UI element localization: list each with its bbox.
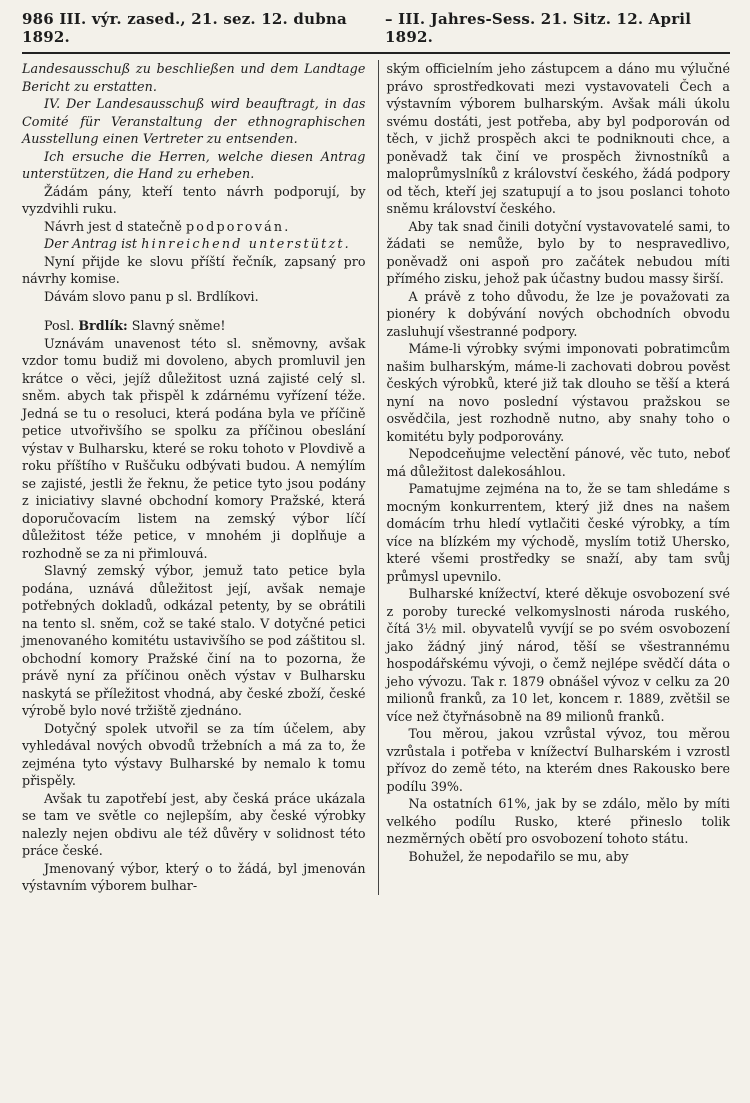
speech-paragraph: ským officielním jeho zástupcem a dáno mu výlučné právo sprostředkovati mezi vystavovateli Čech a výstavním výborem bulharským. Avšak máli úkolu svému dostáti, jest potřeba, aby byl podporován od těch, v jichž prospěch akci te podniknouti chce, a poněvadž tak činí ve prospěch živnostníků a maloprůmyslníků z království českého, žádá podpory od těch, kteří jej szatupují a to jsou poslanci tohoto sněmu království českého.	[386, 61, 730, 216]
speech-paragraph: Uznávám unavenost této sl. sněmovny, avšak vzdor tomu budiž mi dovoleno, abych promluvil jen krátce o věci, jejíž důležitost uzná zajisté celý sl. sněm. abych tak přispěl k zdárnému vyřízení téže. Jedná se tu o resoluci, která podána byla ve příčině petice utvořivšího se spolku za příčinou obeslání výstav v Bulharsku, které se roku tohoto v Plovdivě a roku příštího v Ruščuku odbývati budou. A nemýlím se zajisté, jestli že řeknu, že petice tyto jsou podány z iniciativy slavné obchodní komory Pražské, která doporučovacím listem na zemský výbor líčí důležitost téže petice, v mnohém ji doplňuje a rozhodně se za ni přimlouvá.	[22, 335, 366, 561]
speech-paragraph: Máme-li výrobky svými imponovati pobratimcům našim bulharským, máme-li zachovati dobrou pověst českých výrobků, které již tak dlouho se těší a která nyní na novo poslední výstavou pražskou se osvědčila, jest rozhodně nutno, aby snahy toho o komitétu byly podporovány.	[386, 341, 730, 444]
german-paragraph: IV. Der Landesausschuß wird beauftragt, in das Comité für Veranstaltung der ethnographischen Ausstellung einen Vertreter zu entsenden.	[22, 96, 366, 146]
motion-prefix-de: Der Antrag ist	[44, 236, 138, 251]
speaker-greeting: Slavný sněme!	[131, 318, 226, 333]
spacer	[22, 305, 366, 317]
czech-paragraph: Nyní přijde ke slovu příští řečník, zapsaný pro návrhy komise.	[22, 253, 366, 286]
speech-paragraph: Slavný zemský výbor, jemuž tato petice byla podána, uznává důležitost její, avšak nemaje potřebných dokladů, odkázal petenty, by se obrátili na tento sl. sněm, což se také stalo. V dotyčné petici jmenovaného komitétu ustavivšího se pod záštitou sl. obchodní komory Pražské činí na to pozorna, že právě nyní za příčinou oněch výstav v Bulharsku naskytá se příležitost vhodná, aby české zboží, české výrobě bylo nové tržiště zjednáno.	[22, 563, 366, 718]
czech-paragraph: Žádám pány, kteří tento návrh podporují, by vyzdvihli ruku.	[22, 183, 366, 216]
speech-paragraph: Na ostatních 61%, jak by se zdálo, mělo by míti velkého podílu Rusko, které přineslo tolik nezměrných obětí pro osvobození tohoto státu.	[386, 796, 730, 846]
speech-paragraph: Tou měrou, jakou vzrůstal vývoz, tou měrou vzrůstala i potřeba v knížectví Bulharském i vzrostl přívoz do země této, na kterém dnes Rakousko bere podílu 39%.	[386, 726, 730, 794]
motion-prefix: Návrh jest d statečně	[44, 218, 182, 234]
right-column	[378, 60, 731, 895]
motion-spaced-word: podporován.	[185, 218, 291, 234]
page-header	[22, 10, 730, 50]
speaker-name: Brdlík:	[78, 318, 128, 333]
speech-paragraph: Avšak tu zapotřebí jest, aby česká práce ukázala se tam ve světle co nejlepším, aby české výrobky nalezly nejen obdivu ale též důvěry v solidnost této práce české.	[22, 790, 366, 858]
motion-supported-de	[22, 235, 366, 253]
text-columns	[22, 60, 730, 895]
left-column	[22, 60, 372, 895]
header-rule	[22, 52, 730, 54]
speech-paragraph: Dotyčný spolek utvořil se za tím účelem, aby vyhledával nových obvodů tržebních a má za to, že zejména tyto výstavy Bulharské by nemalo k tomu přispěly.	[22, 720, 366, 788]
czech-paragraph: Dávám slovo panu p sl. Brdlíkovi.	[44, 288, 259, 304]
speaker-intro: Posl.	[44, 318, 75, 333]
german-paragraph: Landesausschuß zu beschließen und dem Landtage Bericht zu erstatten.	[22, 61, 366, 94]
motion-supported-cz	[22, 218, 366, 236]
speech-paragraph: Pamatujme zejména na to, že se tam shledáme s mocným konkurrentem, který již dnes na našem domácím trhu hledí vytlačiti české výrobky, a tím více na blízkém my východě, myslím totiž Uhersko, které všemi prostředky se snaží, aby tam svůj průmysl upevnilo.	[386, 481, 730, 584]
speech-paragraph: A právě z toho důvodu, že lze je považovati za pionéry k dobývání nových obchodních obvodu zasluhují všestranné podpory.	[386, 288, 730, 339]
header-czech: 986 III. výr. zased., 21. sez. 12. dubna 1892.	[22, 10, 347, 46]
speech-paragraph: Jmenovaný výbor, který o to žádá, byl jmenován výstavním výborem bulhar-	[22, 860, 366, 893]
speech-paragraph: Bohužel, že nepodařilo se mu, aby	[408, 848, 629, 864]
header-german: – III. Jahres-Sess. 21. Sitz. 12. April 1892.	[385, 10, 692, 46]
speaker-line	[22, 317, 366, 335]
speech-paragraph: Nepodceňujme velectění pánové, věc tuto, neboť má důležitost dalekosáhlou.	[386, 446, 730, 479]
speech-paragraph: Bulharské knížectví, které děkuje osvobození své z poroby turecké velkomyslnosti národa ruského, čítá 3½ mil. obyvatelů vyvíjí se po svém osvobození jako žádný jiný národ, těší se všestrannému hospodářskému vývoji, o čemž nejlépe svědčí dáta o jeho vývozu. Tak r. 1879 obnášel vývoz v celku za 20 milionů franků, za 10 let, koncem r. 1889, zvětšil se více než čtyřnásobně na 89 milionů franků.	[386, 586, 730, 724]
speech-paragraph: Aby tak snad činili dotyční vystavovatelé sami, to žádati se nemůže, bylo by to nespravedlivo, poněvadž oni aspoň pro začátek nebudou míti přímého zisku, jehož pak účastny budou massy širší.	[386, 218, 730, 286]
german-paragraph: Ich ersuche die Herren, welche diesen Antrag unterstützen, die Hand zu erheben.	[22, 148, 366, 181]
motion-spaced-word-de: hinreichend unterstützt.	[141, 236, 351, 251]
